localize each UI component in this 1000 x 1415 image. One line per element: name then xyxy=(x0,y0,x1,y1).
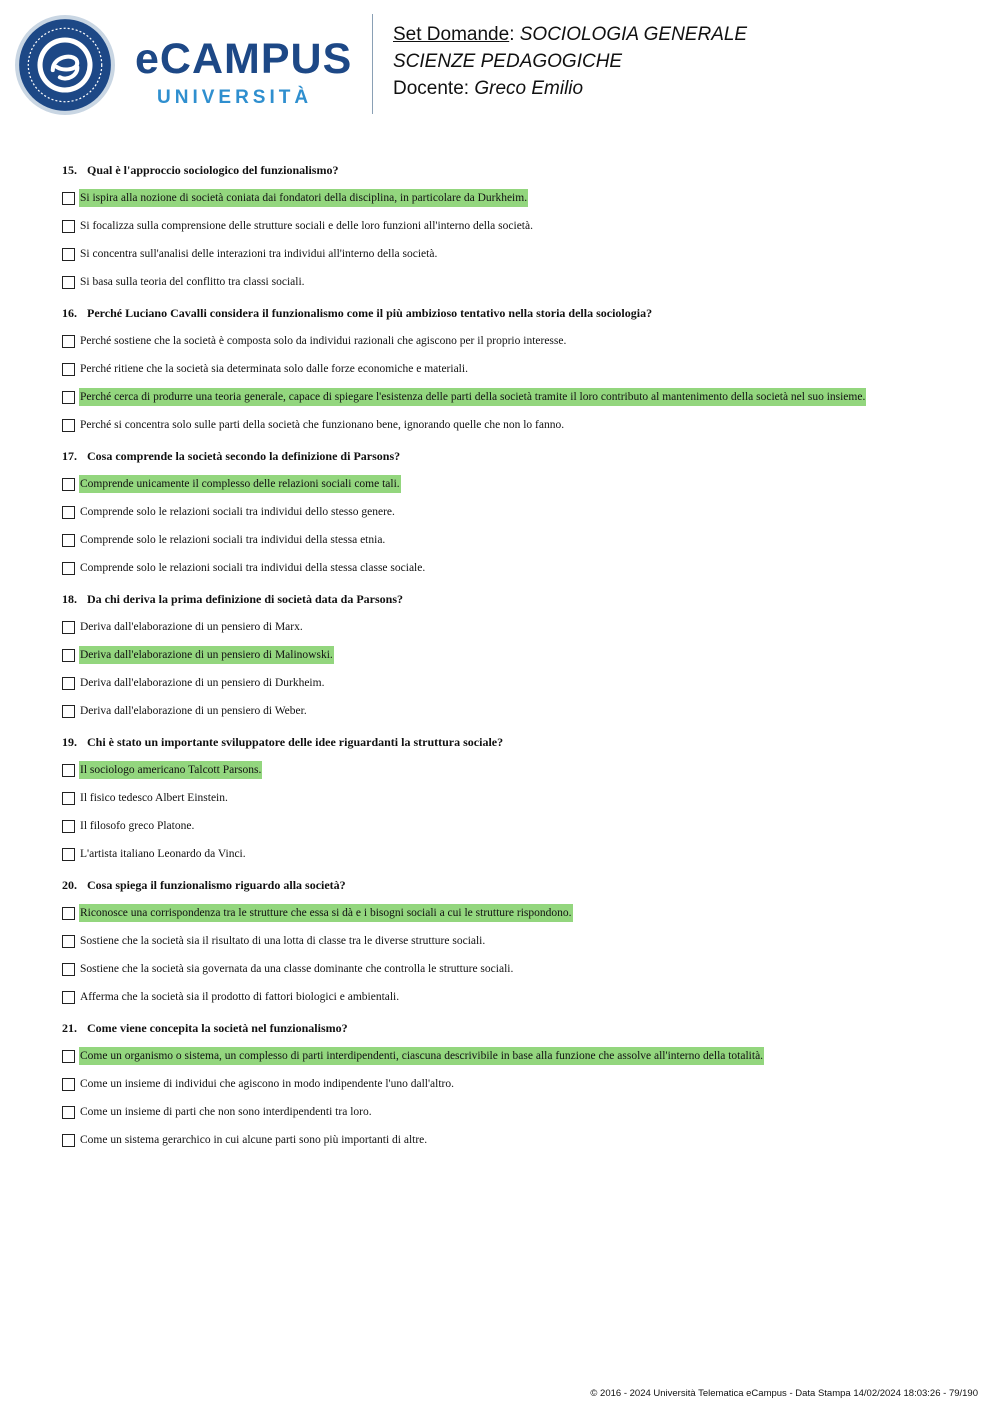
question-number: 19. xyxy=(62,735,77,749)
answer-text: Deriva dall'elaborazione di un pensiero di Weber. xyxy=(80,705,307,717)
header-divider xyxy=(372,14,373,114)
question-title xyxy=(62,591,942,608)
answer-checkbox[interactable] xyxy=(62,506,75,519)
answer-option[interactable] xyxy=(62,332,942,350)
brand-subtitle: UNIVERSITÀ xyxy=(157,87,313,108)
answer-text: Deriva dall'elaborazione di un pensiero di Marx. xyxy=(80,621,303,633)
question-title xyxy=(62,1020,942,1037)
question-number: 15. xyxy=(62,163,77,177)
question-list xyxy=(62,162,942,1163)
answer-checkbox[interactable] xyxy=(62,991,75,1004)
answer-option[interactable] xyxy=(62,1131,942,1149)
answer-checkbox[interactable] xyxy=(62,363,75,376)
answer-option[interactable] xyxy=(62,1075,942,1093)
answer-option[interactable] xyxy=(62,416,942,434)
question-title xyxy=(62,877,942,894)
set-label: Set Domande xyxy=(393,24,510,45)
answer-option-correct[interactable] xyxy=(62,475,942,493)
answer-text: Il fisico tedesco Albert Einstein. xyxy=(80,792,228,804)
answer-option[interactable] xyxy=(62,559,942,577)
answer-option[interactable] xyxy=(62,702,942,720)
page-footer: © 2016 - 2024 Università Telematica eCampus - Data Stampa 14/02/2024 18:03:26 - 79/190 xyxy=(590,1388,978,1399)
question-number: 18. xyxy=(62,592,77,606)
question-number: 16. xyxy=(62,306,77,320)
answer-text: Come un organismo o sistema, un complesso di parti interdipendenti, ciascuna descrivibile in base alla funzione che assolve all'interno della totalità. xyxy=(79,1047,764,1065)
answer-option[interactable] xyxy=(62,245,942,263)
answer-option[interactable] xyxy=(62,960,942,978)
answer-text: Comprende unicamente il complesso delle relazioni sociali come tali. xyxy=(79,475,401,493)
question-block xyxy=(62,591,942,720)
answer-text: L'artista italiano Leonardo da Vinci. xyxy=(80,848,246,860)
answer-text: Si focalizza sulla comprensione delle strutture sociali e delle loro funzioni all'interno della società. xyxy=(80,220,533,232)
answer-text: Riconosce una corrispondenza tra le strutture che essa si dà e i bisogni sociali a cui le strutture rispondono. xyxy=(79,904,573,922)
answer-option[interactable] xyxy=(62,531,942,549)
answer-checkbox[interactable] xyxy=(62,391,75,404)
answer-option[interactable] xyxy=(62,988,942,1006)
answer-option-correct[interactable] xyxy=(62,761,942,779)
answer-option-correct[interactable] xyxy=(62,1047,942,1065)
answer-checkbox[interactable] xyxy=(62,1078,75,1091)
teacher-line: Docente: Greco Emilio xyxy=(393,78,584,99)
answer-checkbox[interactable] xyxy=(62,907,75,920)
answer-checkbox[interactable] xyxy=(62,705,75,718)
brand-name: eCAMPUS xyxy=(135,35,353,83)
question-title xyxy=(62,734,942,751)
answer-option[interactable] xyxy=(62,217,942,235)
question-title xyxy=(62,305,942,322)
answer-checkbox[interactable] xyxy=(62,677,75,690)
answer-text: Si concentra sull'analisi delle interazioni tra individui all'interno della società. xyxy=(80,248,438,260)
question-text: Cosa spiega il funzionalismo riguardo alla società? xyxy=(87,878,346,892)
answer-checkbox[interactable] xyxy=(62,478,75,491)
ecampus-wordmark xyxy=(135,35,360,114)
question-block xyxy=(62,734,942,863)
answer-option[interactable] xyxy=(62,1103,942,1121)
answer-checkbox[interactable] xyxy=(62,1050,75,1063)
question-title xyxy=(62,448,942,465)
answer-checkbox[interactable] xyxy=(62,534,75,547)
answer-text: Deriva dall'elaborazione di un pensiero di Malinowski. xyxy=(79,646,334,664)
answer-text: Si ispira alla nozione di società coniata dai fondatori della disciplina, in particolare da Durkheim. xyxy=(79,189,528,207)
answer-checkbox[interactable] xyxy=(62,276,75,289)
answer-text: Come un insieme di parti che non sono interdipendenti tra loro. xyxy=(80,1106,372,1118)
answer-text: Perché cerca di produrre una teoria generale, capace di spiegare l'esistenza delle parti della società tramite il loro contributo al mantenimento della società nel suo insieme. xyxy=(79,388,866,406)
answer-text: Deriva dall'elaborazione di un pensiero di Durkheim. xyxy=(80,677,325,689)
question-block xyxy=(62,448,942,577)
answer-checkbox[interactable] xyxy=(62,935,75,948)
question-text: Cosa comprende la società secondo la definizione di Parsons? xyxy=(87,449,401,463)
answer-option-correct[interactable] xyxy=(62,388,942,406)
question-block xyxy=(62,1020,942,1149)
answer-option-correct[interactable] xyxy=(62,646,942,664)
answer-checkbox[interactable] xyxy=(62,562,75,575)
answer-text: Perché sostiene che la società è composta solo da individui razionali che agiscono per il proprio interesse. xyxy=(80,335,567,347)
course-line xyxy=(393,48,747,75)
answer-text: Perché si concentra solo sulle parti della società che funzionano bene, ignorando quelle che non lo fanno. xyxy=(80,419,565,431)
answer-text: Comprende solo le relazioni sociali tra individui della stessa classe sociale. xyxy=(80,562,426,574)
question-number: 21. xyxy=(62,1021,77,1035)
set-value: SOCIOLOGIA GENERALE xyxy=(519,24,748,45)
document-title-block xyxy=(393,21,747,102)
answer-text: Sostiene che la società sia il risultato di una lotta di classe tra le diverse strutture sociali. xyxy=(80,935,486,947)
answer-option[interactable] xyxy=(62,817,942,835)
answer-checkbox[interactable] xyxy=(62,1106,75,1119)
answer-option[interactable] xyxy=(62,932,942,950)
answer-checkbox[interactable] xyxy=(62,764,75,777)
answer-checkbox[interactable] xyxy=(62,335,75,348)
answer-option-correct[interactable] xyxy=(62,904,942,922)
answer-checkbox[interactable] xyxy=(62,848,75,861)
question-title xyxy=(62,162,942,179)
answer-text: Comprende solo le relazioni sociali tra individui della stessa etnia. xyxy=(80,534,386,546)
question-number: 20. xyxy=(62,878,77,892)
answer-checkbox[interactable] xyxy=(62,649,75,662)
question-text: Chi è stato un importante sviluppatore delle idee riguardanti la struttura sociale? xyxy=(87,735,504,749)
answer-checkbox[interactable] xyxy=(62,192,75,205)
question-block xyxy=(62,877,942,1006)
answer-option[interactable] xyxy=(62,503,942,521)
answer-option-correct[interactable] xyxy=(62,189,942,207)
set-line: Set Domande: SOCIOLOGIA GENERALE xyxy=(393,24,748,45)
teacher-label: Docente xyxy=(393,78,464,99)
answer-checkbox[interactable] xyxy=(62,820,75,833)
answer-text: Come un insieme di individui che agiscono in modo indipendente l'uno dall'altro. xyxy=(80,1078,454,1090)
answer-text: Il sociologo americano Talcott Parsons. xyxy=(79,761,262,779)
question-text: Come viene concepita la società nel funzionalismo? xyxy=(87,1021,348,1035)
question-block xyxy=(62,162,942,291)
question-text: Perché Luciano Cavalli considera il funzionalismo come il più ambizioso tentativo nella storia della sociologia? xyxy=(87,306,653,320)
teacher-name: Greco Emilio xyxy=(474,78,584,99)
ecampus-seal-logo xyxy=(14,14,116,116)
answer-checkbox[interactable] xyxy=(62,1134,75,1147)
answer-text: Perché ritiene che la società sia determinata solo dalle forze economiche e materiali. xyxy=(80,363,468,375)
answer-text: Sostiene che la società sia governata da una classe dominante che controlla le strutture sociali. xyxy=(80,963,514,975)
answer-option[interactable] xyxy=(62,360,942,378)
answer-option[interactable] xyxy=(62,273,942,291)
answer-option[interactable] xyxy=(62,618,942,636)
answer-checkbox[interactable] xyxy=(62,792,75,805)
answer-checkbox[interactable] xyxy=(62,963,75,976)
question-number: 17. xyxy=(62,449,77,463)
page-header xyxy=(0,0,1000,130)
answer-option[interactable] xyxy=(62,674,942,692)
answer-option[interactable] xyxy=(62,789,942,807)
answer-text: Afferma che la società sia il prodotto di fattori biologici e ambientali. xyxy=(80,991,400,1003)
question-block xyxy=(62,305,942,434)
answer-option[interactable] xyxy=(62,845,942,863)
answer-checkbox[interactable] xyxy=(62,621,75,634)
answer-text: Comprende solo le relazioni sociali tra individui dello stesso genere. xyxy=(80,506,395,518)
course-name: SCIENZE PEDAGOGICHE xyxy=(393,51,623,72)
answer-text: Si basa sulla teoria del conflitto tra classi sociali. xyxy=(80,276,305,288)
answer-text: Come un sistema gerarchico in cui alcune parti sono più importanti di altre. xyxy=(80,1134,428,1146)
answer-checkbox[interactable] xyxy=(62,220,75,233)
answer-checkbox[interactable] xyxy=(62,419,75,432)
answer-checkbox[interactable] xyxy=(62,248,75,261)
question-text: Qual è l'approccio sociologico del funzionalismo? xyxy=(87,163,339,177)
question-text: Da chi deriva la prima definizione di società data da Parsons? xyxy=(87,592,403,606)
answer-text: Il filosofo greco Platone. xyxy=(80,820,195,832)
